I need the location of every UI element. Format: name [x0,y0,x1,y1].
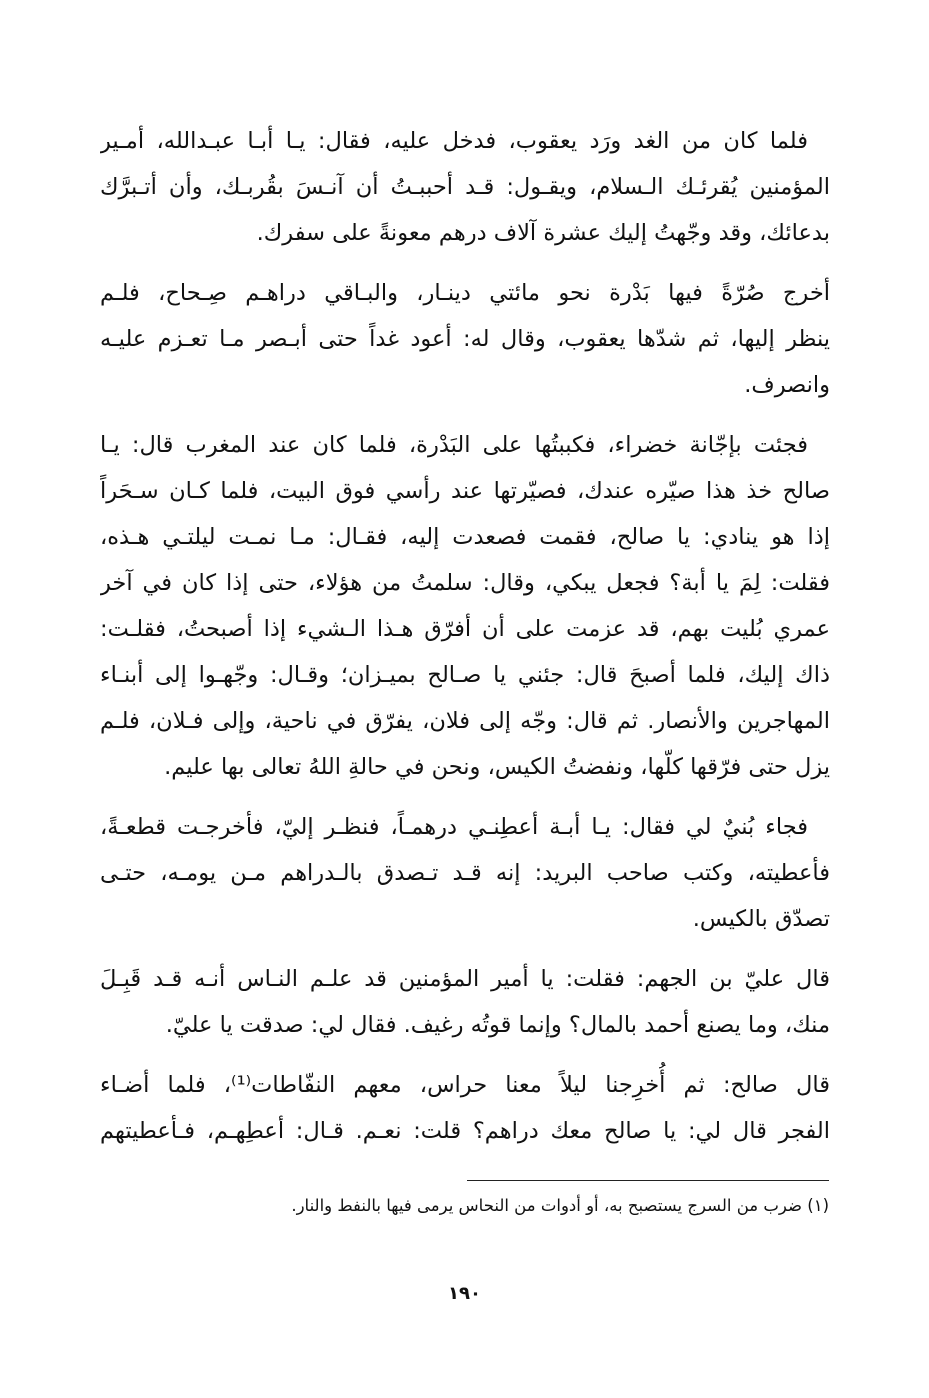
page-number: ١٩٠ [448,1283,481,1304]
text-line: عمري بُليت بهم، قد عزمت على أن أفرّق هـذا الـشيء إذا أصبحتُ، فقلـت: [100,616,830,642]
paragraph-4 [100,804,830,942]
text-line: يزل حتى فرّقها كلّها، ونفضتُ الكيس، ونحن في حالةِ اللهُ تعالى بها عليم. [164,754,830,780]
paragraph-5 [100,956,830,1048]
text-line: أخرج صُرّةً فيها بَدْرة نحو مائتي دينـار، والبـاقي دراهـم صِـحاح، فلـم [100,280,830,306]
text-line: ذاك إليك، فلما أصبحَ قال: جئني يا صـالح بميـزان؛ وقـال: وجّهـوا إلى أبنـاء [100,662,830,688]
paragraph-6 [100,1062,830,1154]
paragraph-3 [100,422,830,790]
text-line: إذا هو ينادي: يا صالح، فقمت فصعدت إليه، فقـال: مـا نمـت ليلتـي هـذه، [100,524,830,550]
text-line: قال عليّ بن الجهم: فقلت: يا أمير المؤمنين قد علـم النـاس أنـه قـد قَبِـلَ [100,966,830,992]
text-line: تصدّق بالكيس. [692,906,830,932]
text-line: منك، وما يصنع أحمد بالمال؟ وإنما قوتُه رغيف. فقال لي: صدقت يا عليّ. [165,1012,830,1038]
text-line: قال صالح: ثم أُخرِجنا ليلاً معنا حراس، معهم النفّاطات⁽¹⁾، فلما أضـاء [100,1072,830,1098]
paragraph-2 [100,270,830,408]
text-line: المهاجرين والأنصار. ثم قال: وجّه إلى فلان، يفرّق في ناحية، وإلى فـلان، فلـم [100,708,830,734]
text-line: فقلت: لِمَ يا أبة؟ فجعل يبكي، وقال: سلمتُ من هؤلاء، حتى إذا كان في آخر [100,570,830,596]
text-line: فجاء بُنيٌ لي فقال: يـا أبـة أعطِنـي درهمـاً، فنظـر إليّ، فأخرجـت قطعـةً، [100,814,808,840]
text-line: المؤمنين يُقرئـك الـسلام، ويقـول: قـد أحببـتُ أن آنـسَ بقُربـك، وأن أتـبرَّك [100,174,830,200]
footnote-divider [467,1180,829,1181]
text-line: الفجر قال لي: يا صالح معك دراهم؟ قلت: نعـم. قـال: أعطِهـم، فـأعطيتهم [100,1118,830,1144]
footnote: (١) ضرب من السرج يستصبح به، أو أدوات من النحاس يرمى فيها بالنفط والنار. [291,1196,829,1215]
text-line: فلما كان من الغد ورَد يعقوب، فدخل عليه، فقال: يـا أبـا عبـدالله، أمـير [100,128,808,154]
text-line: وانصرف. [744,372,830,398]
text-line: ينظر إليها، ثم شدّها يعقوب، وقال له: أعود غداً حتى أبـصر مـا تعـزم عليـه [100,326,830,352]
body-text [100,118,830,1168]
text-line: بدعائك، وقد وجّهتُ إليك عشرة آلاف درهم معونةً على سفرك. [256,220,830,246]
text-line: صالح خذ هذا صيّره عندك، فصيّرتها عند رأسي فوق البيت، فلما كـان سـحَراً [100,478,830,504]
text-line: فأعطيته، وكتب صاحب البريد: إنه قـد تـصدق بالـدراهم مـن يومـه، حتـى [100,860,830,886]
text-line: فجئت بإجّانة خضراء، فكببتُها على البَدْرة، فلما كان عند المغرب قال: يـا [100,432,808,458]
paragraph-1 [100,118,830,256]
